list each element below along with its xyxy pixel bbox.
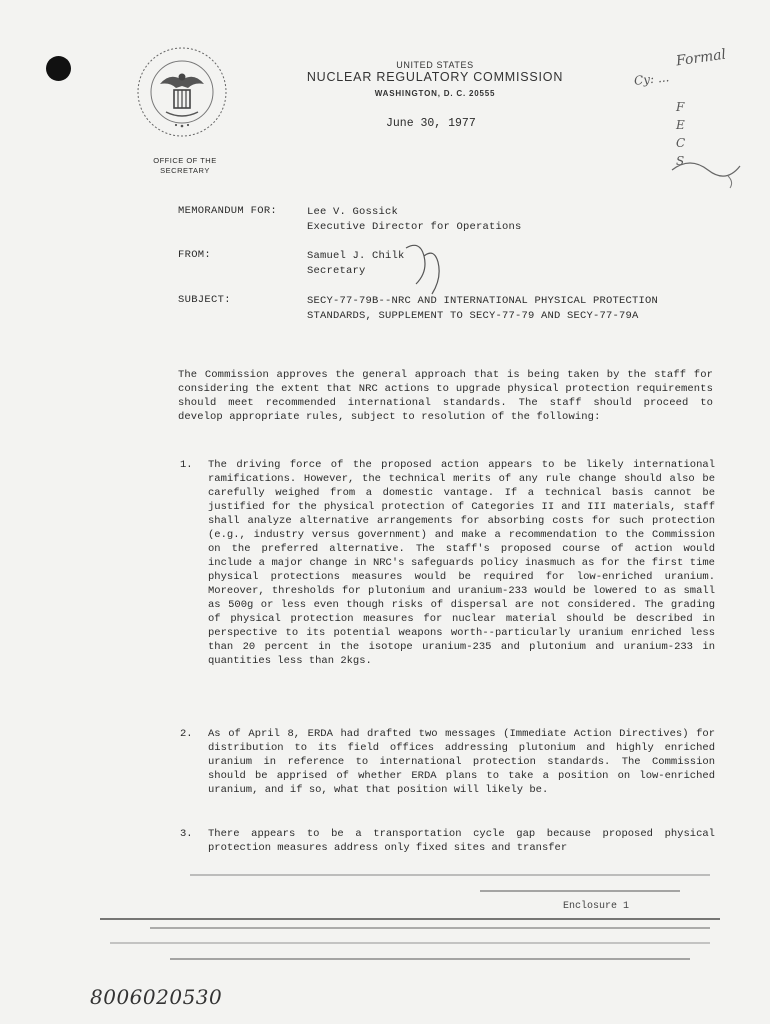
intro-paragraph: The Commission approves the general approach that is being taken by the staff for considering the extent that NRC actions to upgrade physical protection requirements should meet recommended international standards. The staff should proceed to develop appropriate rules, subject to resolution of the following: [178,369,713,423]
horizontal-rule [100,918,720,920]
faded-text-line [190,874,710,876]
list-item-text: The driving force of the proposed action appears to be likely international ramifications. However, the technical merits of any rule change should also be carefully weighed from a domestic vantage. If a technical basis cannot be justified for the physical protection of Categories II and III materials, staff shall analyze alternative arrangements for absorbing costs for such protection (e.g., industry versus government) and make a recommendation to the Commission on the preferred alternative. The staff's proposed course of action would include a major change in NRC's safeguards policy inasmuch as for the first time physical protections measures would be required for low-enriched uranium. Moreover, thresholds for plutonium and uranium-233 would be lowered to as small as 500g or less even though risks of dispersal are not considered. The grading of physical protection measures for nuclear material should be described in perspective to its potential weapons worth--particularly uranium enriched less than 20 percent in the isotope uranium-235 and plutonium and uranium-233 in quantities less than 2kgs. [208,459,715,667]
list-item-text: As of April 8, ERDA had drafted two messages (Immediate Action Directives) for distribution to its field offices addressing plutonium and highly enriched uranium in reference to international protection standards. The Commission should be apprised of whether ERDA plans to take a position on low-enriched uranium, and if so, what that position will likely be. [208,728,715,796]
from-title: Secretary [307,265,366,277]
signature-initials [398,238,458,300]
nrc-seal-logo [136,46,228,138]
handwritten-note-1: Formal [675,46,728,70]
handwritten-note-3: F [676,100,685,114]
handwritten-note-2: Cy: ... [633,70,670,88]
faded-rule [150,927,710,929]
list-item [180,827,715,855]
letterhead-address: WASHINGTON, D. C. 20555 [374,89,496,98]
faded-rule [110,942,710,944]
enclosure-label: Enclosure 1 [563,901,630,912]
to-name: Lee V. Gossick [307,206,399,218]
list-item-number: 3. [180,828,193,840]
list-item-number: 2. [180,728,193,740]
subject-line-2: STANDARDS, SUPPLEMENT TO SECY-77-79 AND SECY-77-79A [307,310,639,322]
list-item-text: There appears to be a transportation cycle gap because proposed physical protection measures address only fixed sites and transfer [208,828,715,854]
handwritten-note-5: C [676,136,686,150]
punch-hole [46,56,71,81]
list-item [180,458,715,668]
list-item-number: 1. [180,459,193,471]
from-name: Samuel J. Chilk [307,250,405,262]
from-label: FROM: [178,249,212,261]
letterhead-agency: NUCLEAR REGULATORY COMMISSION [306,70,564,84]
handwritten-note-4: E [676,118,685,132]
document-number-stamp: 8006020530 [90,985,223,1009]
letterhead-country: UNITED STATES [396,60,474,70]
subject-label: SUBJECT: [178,294,231,306]
faded-rule [480,890,680,892]
to-label: MEMORANDUM FOR: [178,205,278,217]
memo-date: June 30, 1977 [386,117,476,130]
to-title: Executive Director for Operations [307,221,522,233]
faded-rule [170,958,690,960]
subject-line-1: SECY-77-79B--NRC AND INTERNATIONAL PHYSICAL PROTECTION [307,295,659,307]
list-item [180,727,715,797]
handwritten-scribble [660,150,750,190]
office-label: OFFICE OF THE SECRETARY [153,156,217,175]
handwritten-note-6: S [676,154,685,168]
